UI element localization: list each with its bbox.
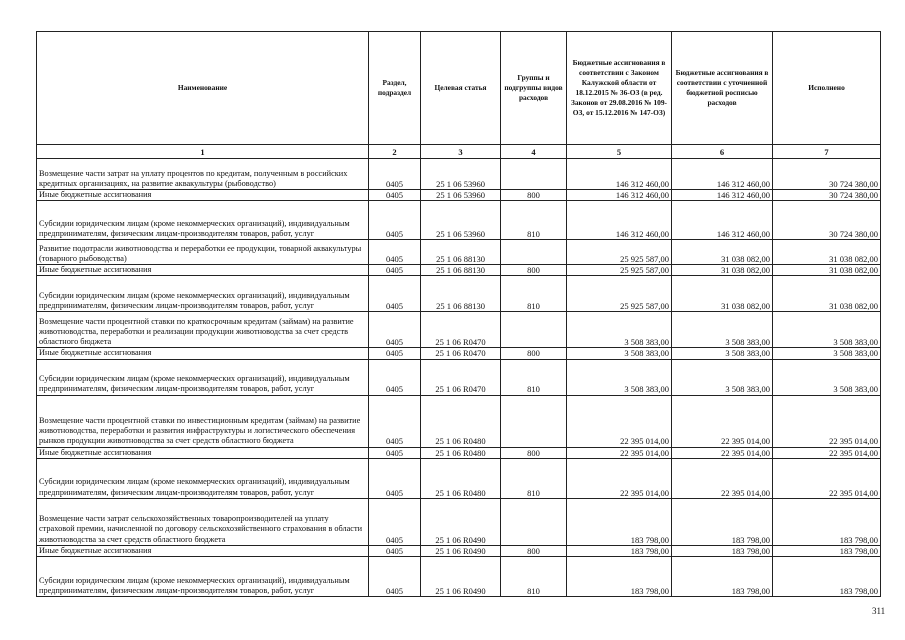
row-executed-amount: 3 508 383,00 (773, 359, 881, 395)
row-law-amount: 22 395 014,00 (567, 458, 672, 498)
row-target: 25 1 06 R0490 (421, 498, 501, 545)
row-law-amount: 25 925 587,00 (567, 265, 672, 276)
row-group (501, 395, 567, 447)
row-target: 25 1 06 R0480 (421, 447, 501, 458)
row-name: Иные бюджетные ассигнования (37, 447, 369, 458)
row-executed-amount: 31 038 082,00 (773, 240, 881, 265)
row-law-amount: 25 925 587,00 (567, 240, 672, 265)
table-row (37, 159, 881, 190)
row-executed-amount: 3 508 383,00 (773, 312, 881, 348)
row-executed-amount: 30 724 380,00 (773, 190, 881, 201)
row-name: Субсидии юридическим лицам (кроме некоммерческих организаций), индивидуальным предпринимателям, физическим лицам-производителям товаров, работ, услуг (37, 359, 369, 395)
row-law-amount: 22 395 014,00 (567, 447, 672, 458)
header-refined-allocations: Бюджетные ассигнования в соответствии с уточненной бюджетной росписью расходов (672, 32, 773, 145)
row-group (501, 498, 567, 545)
row-target: 25 1 06 88130 (421, 276, 501, 312)
column-number: 1 (37, 145, 369, 159)
row-refined-amount: 31 038 082,00 (672, 276, 773, 312)
row-refined-amount: 3 508 383,00 (672, 348, 773, 359)
row-group: 810 (501, 458, 567, 498)
row-refined-amount: 22 395 014,00 (672, 395, 773, 447)
row-name: Иные бюджетные ассигнования (37, 190, 369, 201)
row-target: 25 1 06 88130 (421, 240, 501, 265)
row-name: Субсидии юридическим лицам (кроме некоммерческих организаций), индивидуальным предпринимателям, физическим лицам-производителям товаров, работ, услуг (37, 557, 369, 597)
table-row (37, 458, 881, 498)
page-number: 311 (872, 606, 886, 616)
column-number: 6 (672, 145, 773, 159)
column-number: 2 (369, 145, 421, 159)
row-executed-amount: 183 798,00 (773, 557, 881, 597)
row-group: 810 (501, 201, 567, 240)
table-row (37, 545, 881, 556)
row-refined-amount: 3 508 383,00 (672, 359, 773, 395)
table-row (37, 348, 881, 359)
row-executed-amount: 31 038 082,00 (773, 276, 881, 312)
row-name: Иные бюджетные ассигнования (37, 545, 369, 556)
row-name: Развитие подотрасли животноводства и переработки ее продукции, товарной аквакультуры (товарного рыбоводства) (37, 240, 369, 265)
table-row (37, 201, 881, 240)
row-group (501, 312, 567, 348)
row-refined-amount: 146 312 460,00 (672, 201, 773, 240)
table-row (37, 359, 881, 395)
row-law-amount: 146 312 460,00 (567, 201, 672, 240)
row-target: 25 1 06 R0470 (421, 359, 501, 395)
row-refined-amount: 183 798,00 (672, 557, 773, 597)
row-law-amount: 25 925 587,00 (567, 276, 672, 312)
row-name: Возмещение части процентной ставки по краткосрочным кредитам (займам) на развитие животноводства, переработки и реализации продукции животноводства за счет средств областного бюджета (37, 312, 369, 348)
header-name: Наименование (37, 32, 369, 145)
row-section: 0405 (369, 265, 421, 276)
row-refined-amount: 183 798,00 (672, 545, 773, 556)
row-executed-amount: 30 724 380,00 (773, 201, 881, 240)
row-name: Иные бюджетные ассигнования (37, 265, 369, 276)
row-name: Субсидии юридическим лицам (кроме некоммерческих организаций), индивидуальным предпринимателям, физическим лицам-производителям товаров, работ, услуг (37, 201, 369, 240)
row-name: Возмещение части затрат на уплату процентов по кредитам, полученным в российских кредитных организациях, на развитие аквакультуры (рыбоводство) (37, 159, 369, 190)
header-law-allocations: Бюджетные ассигнования в соответствии с Законом Калужской области от 18.12.2015 № 36-ОЗ (в ред. Законов от 29.08.2016 № 109-ОЗ, от 15.12.2016 № 147-ОЗ) (567, 32, 672, 145)
row-executed-amount: 183 798,00 (773, 545, 881, 556)
row-refined-amount: 146 312 460,00 (672, 190, 773, 201)
row-group: 800 (501, 265, 567, 276)
row-section: 0405 (369, 498, 421, 545)
row-section: 0405 (369, 545, 421, 556)
row-section: 0405 (369, 240, 421, 265)
row-section: 0405 (369, 359, 421, 395)
row-law-amount: 3 508 383,00 (567, 359, 672, 395)
row-refined-amount: 22 395 014,00 (672, 447, 773, 458)
row-refined-amount: 22 395 014,00 (672, 458, 773, 498)
row-law-amount: 3 508 383,00 (567, 312, 672, 348)
row-law-amount: 183 798,00 (567, 557, 672, 597)
row-target: 25 1 06 53960 (421, 159, 501, 190)
row-executed-amount: 22 395 014,00 (773, 458, 881, 498)
row-refined-amount: 183 798,00 (672, 498, 773, 545)
row-law-amount: 183 798,00 (567, 498, 672, 545)
row-refined-amount: 31 038 082,00 (672, 265, 773, 276)
row-law-amount: 146 312 460,00 (567, 159, 672, 190)
row-target: 25 1 06 R0490 (421, 545, 501, 556)
table-row (37, 190, 881, 201)
row-target: 25 1 06 R0480 (421, 395, 501, 447)
row-name: Иные бюджетные ассигнования (37, 348, 369, 359)
row-refined-amount: 146 312 460,00 (672, 159, 773, 190)
column-number: 3 (421, 145, 501, 159)
row-group: 800 (501, 447, 567, 458)
table-row (37, 395, 881, 447)
row-group: 800 (501, 348, 567, 359)
header-target: Целевая статья (421, 32, 501, 145)
row-group: 810 (501, 557, 567, 597)
row-target: 25 1 06 88130 (421, 265, 501, 276)
row-executed-amount: 22 395 014,00 (773, 447, 881, 458)
row-refined-amount: 3 508 383,00 (672, 312, 773, 348)
row-name: Возмещение части процентной ставки по инвестиционным кредитам (займам) на развитие животноводства, переработки и развития инфраструктуры и логистического обеспечения рынков продукции животноводства за счет средств областного бюджета (37, 395, 369, 447)
row-target: 25 1 06 R0470 (421, 348, 501, 359)
row-name: Субсидии юридическим лицам (кроме некоммерческих организаций), индивидуальным предпринимателям, физическим лицам-производителям товаров, работ, услуг (37, 276, 369, 312)
row-executed-amount: 3 508 383,00 (773, 348, 881, 359)
row-law-amount: 183 798,00 (567, 545, 672, 556)
table-row (37, 312, 881, 348)
row-section: 0405 (369, 395, 421, 447)
budget-table (36, 31, 881, 597)
row-law-amount: 22 395 014,00 (567, 395, 672, 447)
row-target: 25 1 06 R0470 (421, 312, 501, 348)
table-row (37, 276, 881, 312)
row-section: 0405 (369, 190, 421, 201)
row-section: 0405 (369, 312, 421, 348)
column-number: 7 (773, 145, 881, 159)
row-section: 0405 (369, 276, 421, 312)
row-law-amount: 3 508 383,00 (567, 348, 672, 359)
row-section: 0405 (369, 159, 421, 190)
row-target: 25 1 06 53960 (421, 201, 501, 240)
row-group: 810 (501, 276, 567, 312)
header-expense-groups: Группы и подгруппы видов расходов (501, 32, 567, 145)
row-group (501, 159, 567, 190)
header-row (37, 32, 881, 145)
row-law-amount: 146 312 460,00 (567, 190, 672, 201)
table-row (37, 498, 881, 545)
row-group: 800 (501, 190, 567, 201)
header-section: Раздел, подраздел (369, 32, 421, 145)
header-executed: Исполнено (773, 32, 881, 145)
column-number: 4 (501, 145, 567, 159)
row-target: 25 1 06 53960 (421, 190, 501, 201)
column-number-row (37, 145, 881, 159)
row-executed-amount: 183 798,00 (773, 498, 881, 545)
row-refined-amount: 31 038 082,00 (672, 240, 773, 265)
row-section: 0405 (369, 458, 421, 498)
row-section: 0405 (369, 348, 421, 359)
row-section: 0405 (369, 447, 421, 458)
table-row (37, 265, 881, 276)
table-row (37, 240, 881, 265)
table-row (37, 557, 881, 597)
column-number: 5 (567, 145, 672, 159)
row-executed-amount: 22 395 014,00 (773, 395, 881, 447)
row-executed-amount: 31 038 082,00 (773, 265, 881, 276)
row-name: Субсидии юридическим лицам (кроме некоммерческих организаций), индивидуальным предпринимателям, физическим лицам-производителям товаров, работ, услуг (37, 458, 369, 498)
row-group: 800 (501, 545, 567, 556)
row-target: 25 1 06 R0480 (421, 458, 501, 498)
table-row (37, 447, 881, 458)
row-executed-amount: 30 724 380,00 (773, 159, 881, 190)
row-group (501, 240, 567, 265)
row-group: 810 (501, 359, 567, 395)
row-section: 0405 (369, 557, 421, 597)
row-section: 0405 (369, 201, 421, 240)
row-name: Возмещение части затрат сельскохозяйственных товаропроизводителей на уплату страховой премии, начисленной по договору сельскохозяйственного страхования в области животноводства за счет средств областного бюджета (37, 498, 369, 545)
row-target: 25 1 06 R0490 (421, 557, 501, 597)
